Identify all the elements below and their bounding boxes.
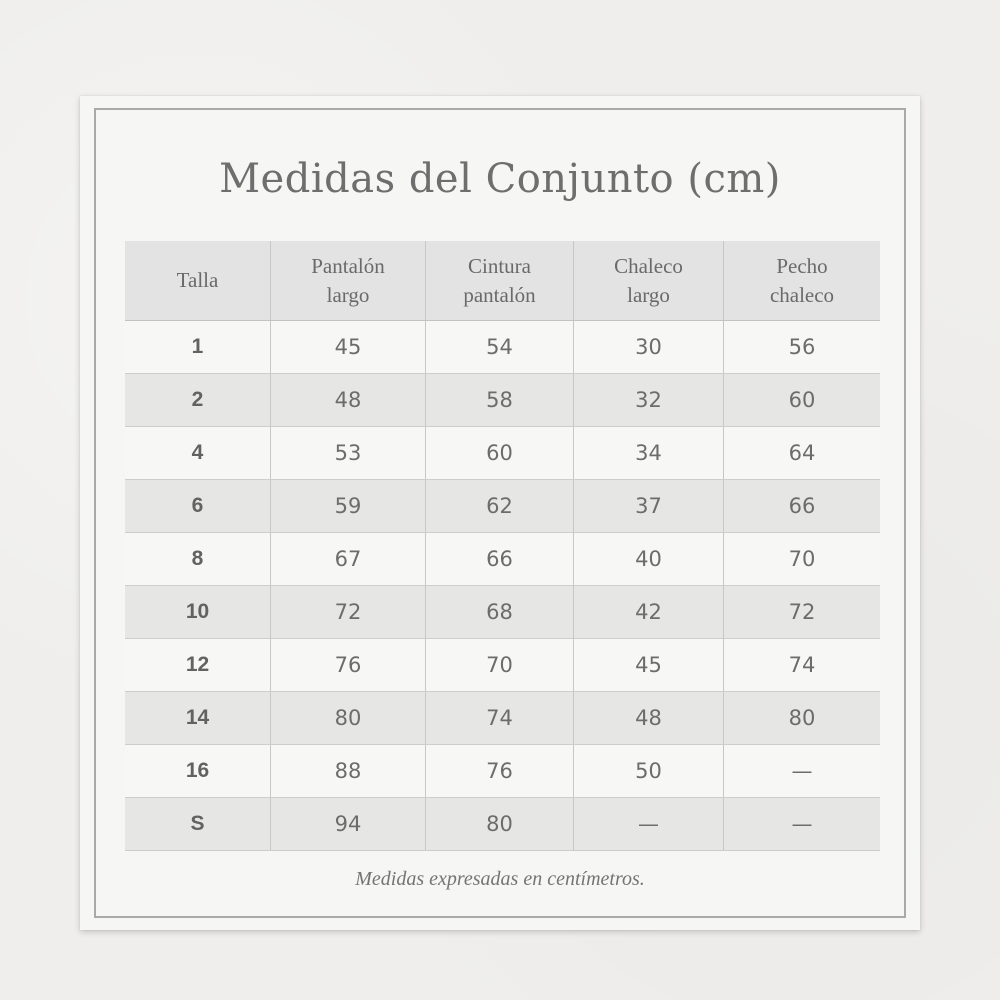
pantalon-largo-cell: 53	[271, 427, 426, 480]
pecho-chaleco-cell: 60	[724, 374, 881, 427]
size-cell: 16	[125, 745, 271, 798]
pantalon-largo-cell: 88	[271, 745, 426, 798]
cintura-pantalon-cell: 68	[426, 586, 574, 639]
chaleco-largo-cell: 50	[574, 745, 724, 798]
pantalon-largo-cell: 59	[271, 480, 426, 533]
table-row	[125, 427, 880, 480]
size-cell: 4	[125, 427, 271, 480]
table-row	[125, 639, 880, 692]
size-cell: S	[125, 798, 271, 851]
pecho-chaleco-cell: 72	[724, 586, 881, 639]
pantalon-largo-cell: 94	[271, 798, 426, 851]
table-row	[125, 745, 880, 798]
pecho-chaleco-cell: 70	[724, 533, 881, 586]
header-label: Chaleco	[614, 253, 683, 278]
cintura-pantalon-cell: 70	[426, 639, 574, 692]
table-row	[125, 374, 880, 427]
pantalon-largo-cell: 72	[271, 586, 426, 639]
pantalon-largo-cell: 45	[271, 321, 426, 374]
table-row	[125, 586, 880, 639]
pantalon-largo-cell: 67	[271, 533, 426, 586]
size-cell: 6	[125, 480, 271, 533]
cintura-pantalon-cell: 74	[426, 692, 574, 745]
table-header-row	[125, 241, 880, 321]
chaleco-largo-cell: 37	[574, 480, 724, 533]
header-label: Talla	[176, 268, 219, 292]
cintura-pantalon-cell: 76	[426, 745, 574, 798]
chaleco-largo-cell: —	[574, 798, 724, 851]
column-header-pecho-chaleco	[724, 241, 881, 321]
column-header-talla	[125, 241, 271, 321]
chaleco-largo-cell: 34	[574, 427, 724, 480]
cintura-pantalon-cell: 54	[426, 321, 574, 374]
chaleco-largo-cell: 45	[574, 639, 724, 692]
chaleco-largo-cell: 30	[574, 321, 724, 374]
pecho-chaleco-cell: 56	[724, 321, 881, 374]
table-row	[125, 692, 880, 745]
size-cell: 10	[125, 586, 271, 639]
cintura-pantalon-cell: 66	[426, 533, 574, 586]
pantalon-largo-cell: 80	[271, 692, 426, 745]
column-header-pantalon-largo	[271, 241, 426, 321]
size-cell: 14	[125, 692, 271, 745]
chaleco-largo-cell: 42	[574, 586, 724, 639]
chaleco-largo-cell: 40	[574, 533, 724, 586]
footnote: Medidas expresadas en centímetros.	[355, 868, 645, 890]
pecho-chaleco-cell: —	[724, 745, 881, 798]
pecho-chaleco-cell: —	[724, 798, 881, 851]
table-row	[125, 321, 880, 374]
header-label: Cintura	[468, 253, 531, 278]
page-title: Medidas del Conjunto (cm)	[219, 156, 781, 202]
pantalon-largo-cell: 76	[271, 639, 426, 692]
table-row	[125, 533, 880, 586]
cintura-pantalon-cell: 58	[426, 374, 574, 427]
pecho-chaleco-cell: 64	[724, 427, 881, 480]
chaleco-largo-cell: 48	[574, 692, 724, 745]
size-cell: 2	[125, 374, 271, 427]
header-label: chaleco	[769, 282, 835, 307]
table-row	[125, 798, 880, 851]
column-header-cintura-pantalon	[426, 241, 574, 321]
pecho-chaleco-cell: 80	[724, 692, 881, 745]
header-label: largo	[627, 282, 670, 307]
pecho-chaleco-cell: 66	[724, 480, 881, 533]
column-header-chaleco-largo	[574, 241, 724, 321]
header-label: pantalón	[463, 282, 536, 307]
size-chart-card	[80, 96, 920, 930]
table-row	[125, 480, 880, 533]
cintura-pantalon-cell: 62	[426, 480, 574, 533]
cintura-pantalon-cell: 80	[426, 798, 574, 851]
pantalon-largo-cell: 48	[271, 374, 426, 427]
size-cell: 12	[125, 639, 271, 692]
cintura-pantalon-cell: 60	[426, 427, 574, 480]
header-label: largo	[326, 282, 370, 307]
header-label: Pantalón	[311, 253, 385, 278]
header-label: Pecho	[776, 253, 828, 278]
size-table	[125, 241, 880, 851]
size-cell: 8	[125, 533, 271, 586]
pecho-chaleco-cell: 74	[724, 639, 881, 692]
chaleco-largo-cell: 32	[574, 374, 724, 427]
size-cell: 1	[125, 321, 271, 374]
